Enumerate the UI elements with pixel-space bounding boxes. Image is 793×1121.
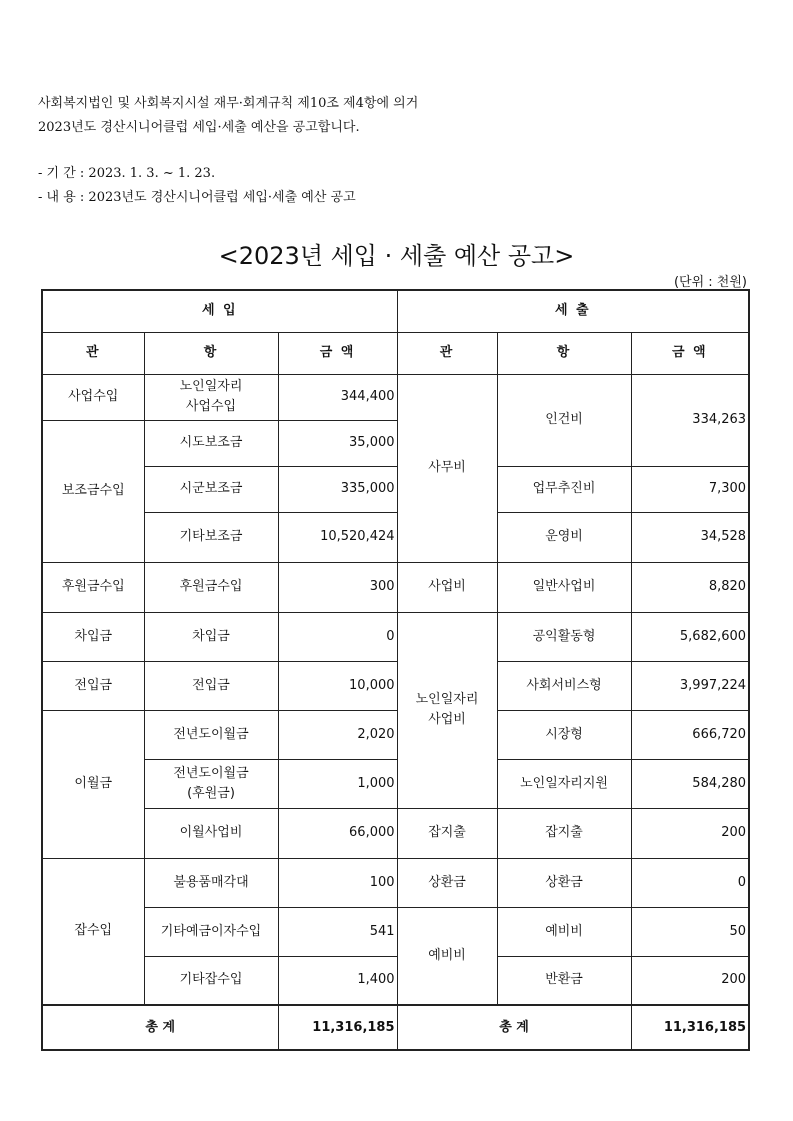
table-row [42,759,749,808]
revenue-header: 세 입 [42,290,397,332]
exp-gwan: 사업비 [397,562,497,612]
exp-hang: 시장형 [497,710,631,759]
rev-hang: 후원금수입 [144,562,278,612]
table-row [42,661,749,710]
table-row [42,710,749,759]
table-row [42,956,749,1005]
exp-amount: 50 [631,907,749,956]
unit-label: (단위 : 천원) [673,275,747,290]
rev-hang [144,759,278,808]
exp-hang: 일반사업비 [497,562,631,612]
exp-hang: 잡지출 [497,808,631,858]
exp-gwan: 예비비 [397,907,497,1005]
rev-amount: 35,000 [278,420,397,466]
exp-amount: 7,300 [631,466,749,512]
table-row [42,612,749,661]
rev-amount: 2,020 [278,710,397,759]
exp-hang: 인건비 [497,374,631,466]
rev-amount: 344,400 [278,374,397,420]
exp-amount: 34,528 [631,512,749,562]
exp-gwan: 사무비 [397,374,497,562]
rev-hang-line: 노인일자리 [179,379,243,394]
rev-amount: 66,000 [278,808,397,858]
col-gwan-expense: 관 [397,332,497,374]
page-title: <2023년 세입 · 세출 예산 공고> [218,242,575,270]
exp-amount: 200 [631,956,749,1005]
total-row [42,1005,749,1050]
rev-gwan: 차입금 [42,612,144,661]
col-gwan-revenue: 관 [42,332,144,374]
table-row [42,466,749,512]
expense-total: 11,316,185 [631,1005,749,1050]
exp-gwan-line: 노인일자리 [415,692,479,707]
budget-table [41,289,750,1051]
revenue-total-label: 총 계 [42,1005,278,1050]
table-row [42,562,749,612]
exp-hang: 사회서비스형 [497,661,631,710]
col-amount-expense: 금 액 [631,332,749,374]
exp-amount: 3,997,224 [631,661,749,710]
rev-hang: 전입금 [144,661,278,710]
exp-amount: 200 [631,808,749,858]
rev-gwan: 잡수입 [42,858,144,1005]
exp-gwan: 잡지출 [397,808,497,858]
exp-hang: 운영비 [497,512,631,562]
rev-amount: 10,000 [278,661,397,710]
col-hang-revenue: 항 [144,332,278,374]
rev-gwan: 전입금 [42,661,144,710]
intro-line-1: 사회복지법인 및 사회복지시설 재무·회계규칙 제10조 제4항에 의거 [38,96,419,111]
exp-hang: 노인일자리지원 [497,759,631,808]
rev-hang: 시도보조금 [144,420,278,466]
expense-header: 세 출 [397,290,749,332]
rev-hang-line: 전년도이월금 [173,765,249,781]
intro-text [38,92,418,210]
rev-hang: 이월사업비 [144,808,278,858]
rev-hang: 시군보조금 [144,466,278,512]
table-row [42,808,749,858]
intro-line-2: 2023년도 경산시니어클럽 세입·세출 예산을 공고합니다. [38,120,360,135]
rev-amount: 1,000 [278,759,397,808]
rev-amount: 100 [278,858,397,907]
exp-gwan [397,612,497,808]
col-hang-expense: 항 [497,332,631,374]
expense-total-label: 총 계 [397,1005,631,1050]
intro-content: - 내 용 : 2023년도 경산시니어클럽 세입·세출 예산 공고 [38,190,356,205]
rev-hang: 불용품매각대 [144,858,278,907]
exp-hang: 업무추진비 [497,466,631,512]
exp-hang: 상환금 [497,858,631,907]
exp-amount: 334,263 [631,374,749,466]
exp-hang: 공익활동형 [497,612,631,661]
revenue-total: 11,316,185 [278,1005,397,1050]
rev-amount: 1,400 [278,956,397,1005]
table-row [42,858,749,907]
rev-hang: 기타잡수입 [144,956,278,1005]
exp-amount: 584,280 [631,759,749,808]
rev-hang: 차입금 [144,612,278,661]
rev-hang-line: 사업수입 [185,399,237,414]
rev-hang [144,374,278,420]
table-row [42,907,749,956]
rev-amount: 541 [278,907,397,956]
exp-amount: 5,682,600 [631,612,749,661]
table-row [42,512,749,562]
intro-period: - 기 간 : 2023. 1. 3. ~ 1. 23. [38,166,216,181]
exp-gwan-line: 사업비 [428,712,466,727]
rev-amount: 335,000 [278,466,397,512]
rev-amount: 300 [278,562,397,612]
col-amount-revenue: 금 액 [278,332,397,374]
rev-amount: 0 [278,612,397,661]
rev-gwan: 보조금수입 [42,420,144,562]
rev-hang-line: (후원금) [187,785,235,801]
exp-hang: 반환금 [497,956,631,1005]
exp-hang: 예비비 [497,907,631,956]
table-row [42,374,749,420]
exp-amount: 666,720 [631,710,749,759]
rev-gwan: 후원금수입 [42,562,144,612]
exp-amount: 0 [631,858,749,907]
rev-hang: 기타예금이자수입 [144,907,278,956]
rev-gwan: 이월금 [42,710,144,858]
rev-gwan: 사업수입 [42,374,144,420]
rev-hang: 전년도이월금 [144,710,278,759]
rev-hang: 기타보조금 [144,512,278,562]
rev-amount: 10,520,424 [278,512,397,562]
exp-amount: 8,820 [631,562,749,612]
exp-gwan: 상환금 [397,858,497,907]
